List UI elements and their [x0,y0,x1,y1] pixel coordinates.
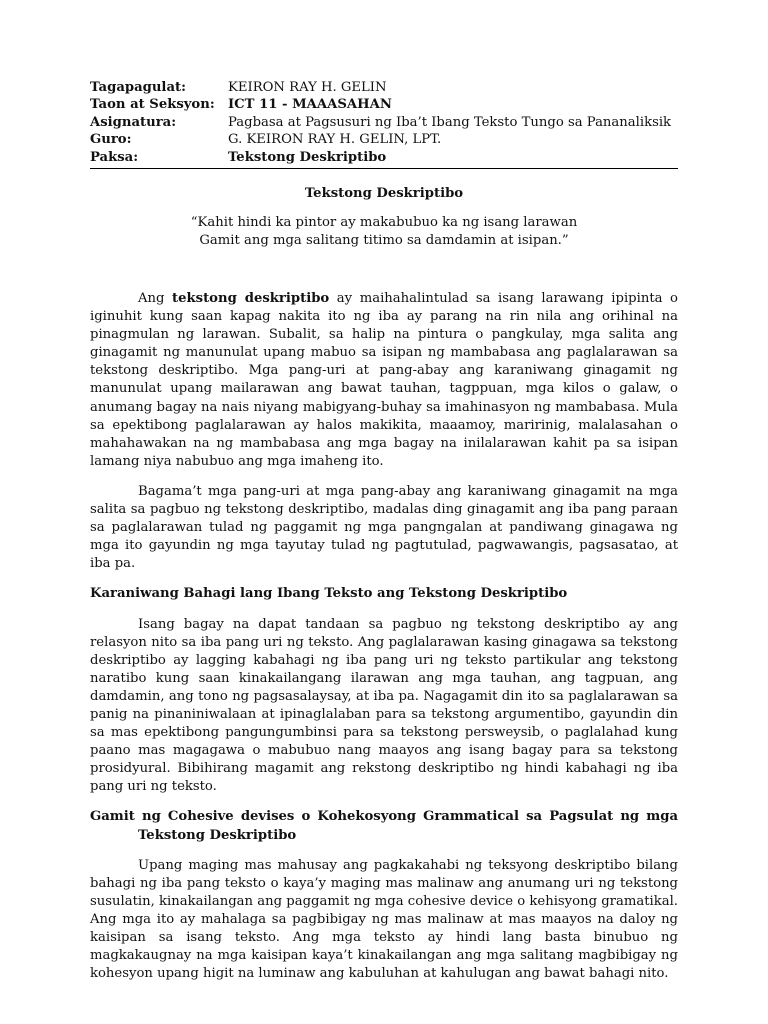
key-term: tekstong deskriptibo [172,291,330,306]
header-label: Asignatura: [90,114,177,130]
header-label: Tagapagulat: [90,80,186,95]
header-row-teacher [90,131,678,148]
header-row-section [90,96,678,113]
paragraph-lead: Ang [138,291,173,306]
header-label: Guro: [90,132,132,148]
header-value: ICT 11 - MAAASAHAN [228,97,392,113]
header-value: Tekstong Deskriptibo [228,149,387,165]
quote-line-1: “Kahit hindi ka pintor ay makabubuo ka ng isang larawan [190,215,578,230]
section-heading-cohesive-devices: Gamit ng Cohesive devises o Kohekosyong Grammatical sa Pagsulat ng mga Tekstong Deskriptibo [90,809,678,843]
header-label: Paksa: [90,149,139,165]
paragraph-cohesive-devices: Upang maging mas mahusay ang pagkakahabi ng teksyong deskriptibo bilang bahagi ng iba pang teksto o kaya’y maging mas malinaw ang anumang uri ng tekstong susulatin, kinakailangan ang paggamit ng mga cohesive device o kehisyong gramatikal. Ang mga ito ay mahalaga sa pagbibigay ng mas malinaw at mas maayos na daloy ng kaisipan sa isang teksto. Ang mga teksto ay hindi lang basta binubuo ng magkakaugnay na mga kaisipan kaya’t kinakailangan ang mga salitang magbibigay ng kohesyon upang higit na luminaw ang kabuluhan at kahulugan ang bawat bahagi nito. [90,857,678,982]
document-header [90,79,678,169]
quote-line-2: Gamit ang mga salitang titimo sa damdamin at isipan.” [199,233,569,248]
document-title: Tekstong Deskriptibo [304,186,464,201]
header-value: Pagbasa at Pagsusuri ng Iba’t Ibang Teksto Tungo sa Pananaliksik [228,114,672,130]
header-label: Taon at Seksyon: [90,97,215,113]
header-row-subject [90,114,678,131]
section-heading-relation: Karaniwang Bahagi lang Ibang Teksto ang Tekstong Deskriptibo [90,586,568,602]
header-value: KEIRON RAY H. GELIN [228,80,387,95]
header-row-reporter [90,79,678,96]
paragraph-relation: Isang bagay na dapat tandaan sa pagbuo ng tekstong deskriptibo ay ang relasyon nito sa iba pang uri ng teksto. Ang paglalarawan kasing ginagawa sa tekstong deskriptibo ay lagging kabahagi ng iba pang uri ng teksto partikular ang tekstong naratibo kung saan kinakailangang ilarawan ang mga tauhan, ang tagpuan, ang damdamin, ang tono ng pagsasalaysay, at iba pa. Nagagamit din ito sa paglalarawan sa panig na pinaniniwalaan at ipinaglalaban para sa tekstong argumentibo, gayundin din sa mas epektibong pangungumbinsi para sa tekstong persweysib, o paglalahad kung paano mas magagawa o mabubuo nang maayos ang isang bagay para sa tekstong prosidyural. Bibihirang magamit ang rekstong deskriptibo ng hindi kabahagi ng iba pang uri ng teksto. [90,616,678,795]
paragraph-intro [90,290,678,471]
document-body [90,290,678,995]
header-row-topic [90,149,678,166]
paragraph-modifiers: Bagama’t mga pang-uri at mga pang-abay ang karaniwang ginagamit na mga salita sa pagbuo ng tekstong deskriptibo, madalas ding ginagamit ang iba pang paraan sa paglalarawan tulad ng paggamit ng mga pangngalan at pandiwang ginagawa ng mga ito gayundin ng mga tayutay tulad ng pagtutulad, pagwawangis, pagsasatao, at iba pa. [90,483,678,572]
paragraph-text: ay maihahalintulad sa isang larawang ipipinta o iginuhit kung saan kapag nakita ito ng iba ay parang na rin nila ang orihinal na pinagmulan ng larawan. Subalit, sa halip na pintura o pangkulay, mga salita ang ginagamit ng manunulat upang mabuo sa isipan ng mambabasa ang paglalarawan sa tekstong deskriptibo. Mga pang-uri at pang-abay ang karaniwang ginagamit ng manunulat upang mailarawan ang bawat tauhan, tagppuan, mga kilos o galaw, o anumang bagay na nais niyang mabigyang-buhay sa imahinasyon ng mambabasa. Mula sa epektibong paglalarawan ay halos makikita, maaamoy, maririnig, malalasahan o mahahawakan na ng mambabasa ang mga bagay na inilalarawan kahit pa sa isipan lamang niya nabubuo ang mga imaheng ito. [90,291,678,469]
header-value: G. KEIRON RAY H. GELIN, LPT. [228,132,442,148]
epigraph-quote [90,214,678,250]
